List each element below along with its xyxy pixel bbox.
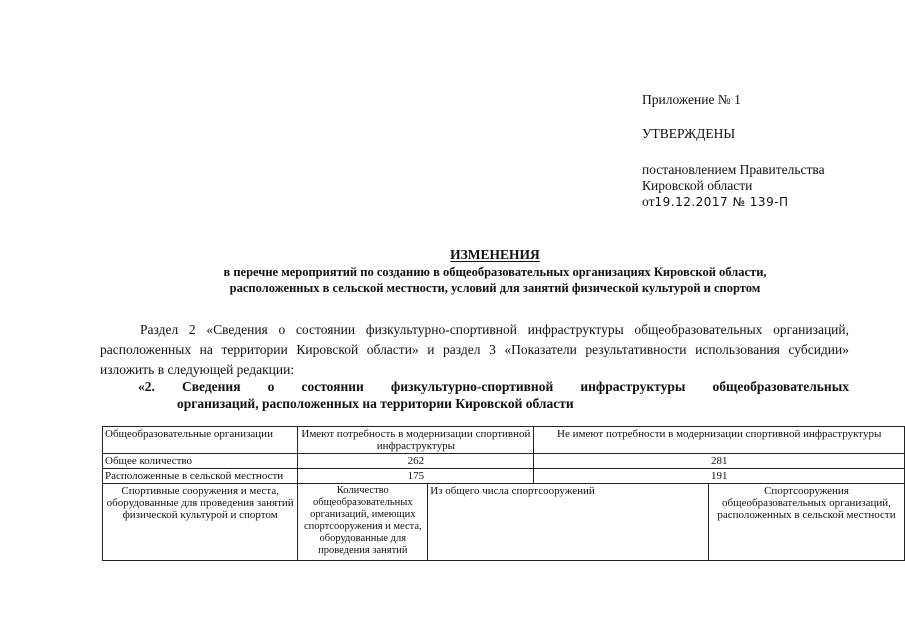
- header-cell-organizations: Общеобразовательные организации: [103, 427, 298, 454]
- cell-total-no-need: 281: [534, 454, 905, 469]
- approval-date-line: [642, 194, 882, 210]
- date-prefix: от: [642, 194, 655, 209]
- table-row: [103, 469, 905, 484]
- approved-label: УТВЕРЖДЕНЫ: [642, 126, 736, 141]
- table-header-row: [103, 427, 905, 454]
- subheader-cell-facilities: Спортивные сооружения и места, оборудованные для проведения занятий физической культурой и спортом: [103, 484, 298, 561]
- document-title-text: ИЗМЕНЕНИЯ: [450, 247, 540, 262]
- section-heading-line2: организаций, расположенных на территории Кировской области: [177, 396, 574, 411]
- approval-block: [642, 92, 882, 210]
- document-title: [100, 247, 890, 263]
- row-label-rural: Расположенные в сельской местности: [103, 469, 298, 484]
- document-subtitle: [100, 264, 890, 296]
- body-paragraph: Раздел 2 «Сведения о состоянии физкультурно-спортивной инфраструктуры общеобразовательных организаций, расположенных на территории Кировской области» и раздел 3 «Показатели результативности использования субсидии» изложить в следующей редакции:: [100, 322, 849, 377]
- appendix-label: Приложение № 1: [642, 92, 741, 107]
- section-heading-line1: «2. Сведения о состоянии физкультурно-спортивной инфраструктуры общеобразовательных: [138, 379, 849, 394]
- header-cell-no-need-modernization: Не имеют потребности в модернизации спортивной инфраструктуры: [534, 427, 905, 454]
- subtitle-line1: в перечне мероприятий по созданию в общеобразовательных организациях Кировской области,: [223, 265, 767, 279]
- subheader-cell-count: Количество общеобразовательных организаций, имеющих спортсооружения и места, оборудованные для проведения занятий: [298, 484, 428, 561]
- subheader-cell-of-total: Из общего числа спортсооружений: [428, 484, 709, 561]
- approved-by-line2: Кировской области: [642, 178, 753, 193]
- cell-total-need: 262: [298, 454, 534, 469]
- subtitle-line2: расположенных в сельской местности, условий для занятий физической культурой и спортом: [229, 281, 761, 295]
- table-subheader-row: [103, 484, 905, 561]
- handwritten-date: 19.12.2017 № 139-П: [654, 195, 789, 209]
- cell-rural-need: 175: [298, 469, 534, 484]
- header-cell-need-modernization: Имеют потребность в модернизации спортивной инфраструктуры: [298, 427, 534, 454]
- row-label-total: Общее количество: [103, 454, 298, 469]
- approved-by-line1: постановлением Правительства: [642, 162, 825, 177]
- subheader-cell-rural-facilities: Спортсооружения общеобразовательных организаций, расположенных в сельской местности: [709, 484, 905, 561]
- cell-rural-no-need: 191: [534, 469, 905, 484]
- infrastructure-table: [102, 426, 905, 561]
- table-row: [103, 454, 905, 469]
